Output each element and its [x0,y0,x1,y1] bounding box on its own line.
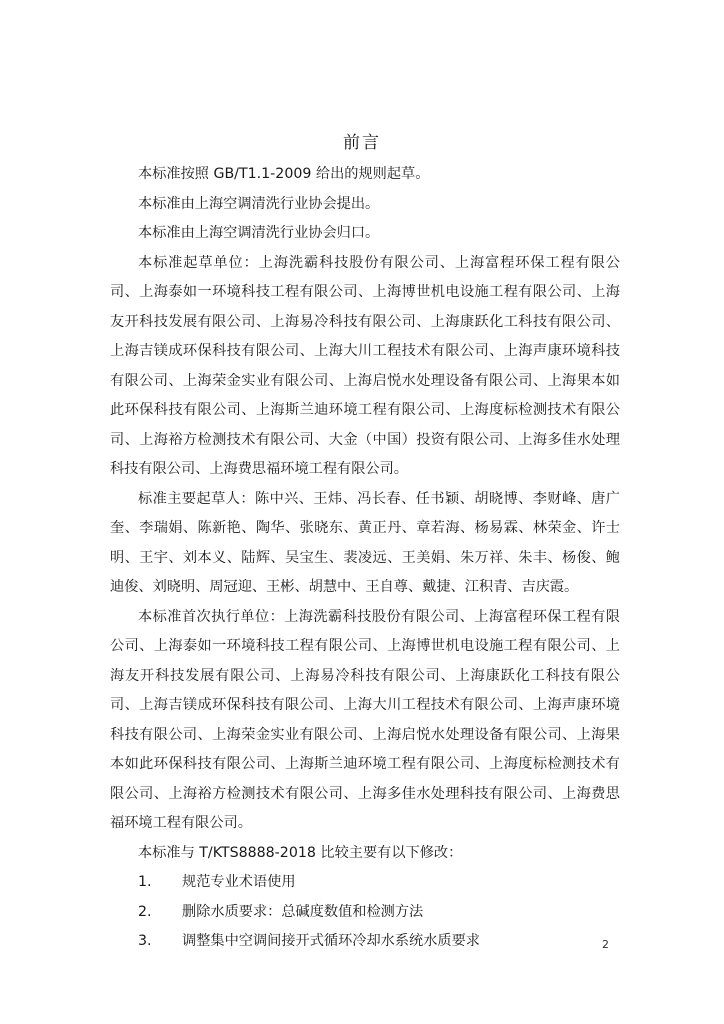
list-item-number: 2. [138,903,152,920]
paragraph-administered-by: 本标准由上海空调清洗行业协会归口。 [138,225,380,241]
paragraph-first-implementing-units: 本标准首次执行单位：上海洗霸科技股份有限公司、上海富程环保工程有限公司、上海泰如一环境科技工程有限公司、上海博世机电设施工程有限公司、上海友开科技发展有限公司、上海易冷科技有限公司、上海康跃化工科技有限公司、上海吉镁成环保科技有限公司、上海大川工程技术有限公司、上海声康环境科技有限公司、上海荣金实业有限公司、上海启悦水处理设备有限公司、上海果本如此环保科技有限公司、上海斯兰迪环境工程有限公司、上海度标检测技术有限公司、上海裕方检测技术有限公司、上海多佳水处理科技有限公司、上海费思福环境工程有限公司。 [110,608,620,831]
paragraph-drafting-units: 本标准起草单位：上海洗霸科技股份有限公司、上海富程环保工程有限公司、上海泰如一环境科技工程有限公司、上海博世机电设施工程有限公司、上海友开科技发展有限公司、上海易冷科技有限公司、上海康跃化工科技有限公司、上海吉镁成环保科技有限公司、上海大川工程技术有限公司、上海声康环境科技有限公司、上海荣金实业有限公司、上海启悦水处理设备有限公司、上海果本如此环保科技有限公司、上海斯兰迪环境工程有限公司、上海度标检测技术有限公司、上海裕方检测技术有限公司、大金（中国）投资有限公司、上海多佳水处理科技有限公司、上海费思福环境工程有限公司。 [110,254,620,477]
list-item-text: 删除水质要求：总碱度数值和检测方法 [182,903,424,920]
list-item [110,868,620,898]
page-number: 2 [602,938,609,951]
paragraph-comparison: 本标准与 T/KTS8888-2018 比较主要有以下修改： [138,844,463,861]
changes-list [110,868,620,957]
page-title: 前言 [343,133,381,153]
list-item-number: 3. [138,933,152,949]
paragraph-drafters: 标准主要起草人：陈中兴、王炜、冯长春、任书颖、胡晓博、李财峰、唐广奎、李瑞娟、陈新艳、陶华、张晓东、黄正丹、章若海、杨易霖、林荣金、许士明、王宇、刘本义、陆辉、吴宝生、裴凌远、王美娟、朱万祥、朱丰、杨俊、鲍迪俊、刘晓明、周冠迎、王彬、胡慧中、王自尊、戴捷、江积青、吉庆霞。 [110,490,620,595]
list-item-number: 1. [138,874,152,890]
list-item-text: 规范专业术语使用 [182,874,296,890]
document-body [110,160,620,957]
list-item-text: 调整集中空调间接开式循环冷却水系统水质要求 [182,933,480,949]
paragraph-drafting-rules: 本标准按照 GB/T1.1-2009 给出的规则起草。 [138,166,430,182]
paragraph-proposed-by: 本标准由上海空调清洗行业协会提出。 [138,195,380,212]
list-item [110,927,620,957]
list-item [110,898,620,928]
